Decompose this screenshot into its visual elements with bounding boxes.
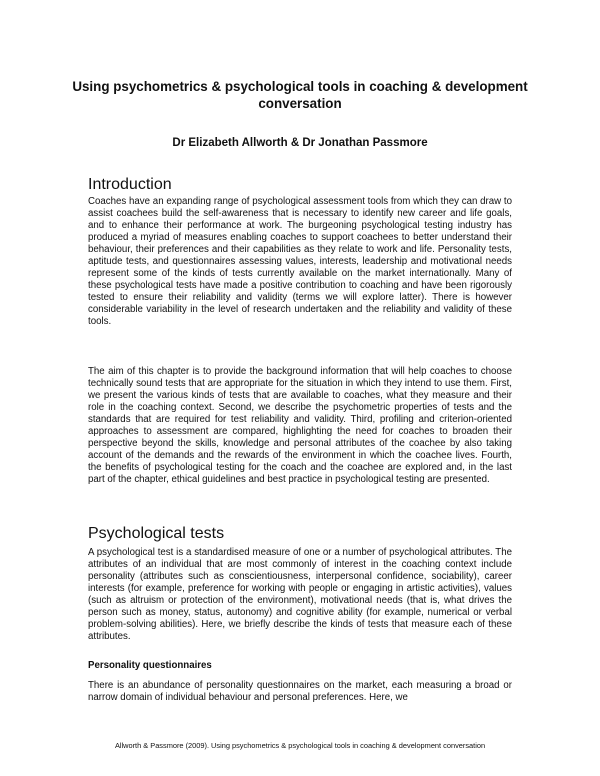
authors: Dr Elizabeth Allworth & Dr Jonathan Passmore xyxy=(172,137,428,149)
section-heading-psychological-tests: Psychological tests xyxy=(88,525,225,542)
paragraph: Coaches have an expanding range of psychological assessment tools from which they can draw to assist coachees build the self-awareness that is necessary to identify new career and life goals, and to enhance their performance at work. The burgeoning psychological testing industry has produced a myriad of measures enabling coaches to support coachees to better understand their behaviour, their preferences and their capabilities as they relate to work and life. Personality tests, aptitude tests, and questionnaires assessing values, interests, leadership and motivational needs represent some of the kinds of tests currently available on the market internationally. Many of these psychological tests have made a positive contribution to coaching and have been rigorously tested to ensure their reliability and validity (terms we will explore latter). There is however considerable variability in the level of research undertaken and the reliability and validity of these tools. xyxy=(88,196,512,328)
paragraph: A psychological test is a standardised measure of one or a number of psychological attributes. The attributes of an individual that are most commonly of interest in the coaching context include personality (attributes such as conscientiousness, interpersonal confidence, sociability), career interests (for example, preference for working with people or engaging in artistic activities), values (such as altruism or protection of the environment), motivational needs (that is, what drives the person such as money, status, autonomy) and cognitive ability (for example, numerical or verbal problem-solving abilities). Here, we briefly describe the kinds of tests that measure each of these attributes. xyxy=(88,547,512,643)
paragraph: The aim of this chapter is to provide the background information that will help coaches to choose technically sound tests that are appropriate for the situation in which they intend to use them. First, we present the various kinds of tests that are available to coaches, what they measure and their role in the coaching context. Second, we describe the psychometric properties of tests and the standards that are required for test reliability and validity. Third, profiling and criterion-oriented approaches to assessment are compared, highlighting the need for coaches to broaden their perspective beyond the skills, knowledge and personal attributes of the coachee by also taking account of the demands and the rewards of the environment in which the coachee lives. Fourth, the benefits of psychological testing for the coach and the coachee are explored and, in the last part of the chapter, ethical guidelines and best practice in psychological testing are presented. xyxy=(88,366,512,486)
paragraph: There is an abundance of personality questionnaires on the market, each measuring a broad or narrow domain of individual behaviour and personal preferences. Here, we xyxy=(88,680,512,704)
subsection-heading-personality-questionnaires: Personality questionnaires xyxy=(88,660,212,671)
section-heading-introduction: Introduction xyxy=(88,176,172,193)
paper-title: Using psychometrics & psychological tools in coaching & development conversation xyxy=(72,79,528,111)
page-footer: Allworth & Passmore (2009). Using psychometrics & psychological tools in coaching & development conversation xyxy=(114,741,486,750)
